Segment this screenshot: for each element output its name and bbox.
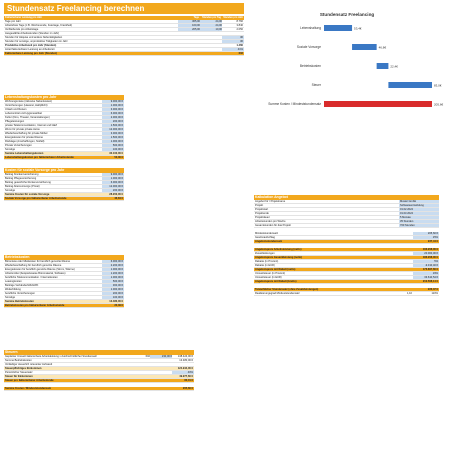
offer-rate-row-value[interactable]: 15%	[413, 236, 439, 239]
living-cost-row	[4, 156, 124, 160]
offer-result-row-extra: 1,10	[406, 292, 412, 295]
offer-result-row-value: 226,37 €	[427, 288, 438, 291]
tax-amount-value: 13.480,00 €	[179, 359, 193, 362]
workload-row-label: Verbleibende pro Arbeitstage	[5, 28, 39, 31]
page-title: Stundensatz Freelancing berechnen	[4, 3, 244, 14]
col-days: Tage	[193, 16, 199, 19]
workload-row-label: Stunden für Akquise und andere Nebentätigkeiten	[5, 36, 63, 39]
offer-info-row-label: Arbeitsstunden pro Woche	[255, 220, 286, 223]
living-cost-row-label: Urlaub und Reisen	[5, 108, 27, 111]
operating-cost-row-label: Sonstige	[5, 296, 16, 299]
social-cost-row-value[interactable]: 12.000,00 €	[102, 185, 124, 188]
tax-rate-input	[150, 371, 172, 374]
chart-value-label: 83,0€	[434, 83, 442, 88]
offer-info-row-label: Projekt	[255, 204, 264, 207]
offer-price-row-value: 166.208,00 €	[422, 248, 438, 251]
living-cost-row-value[interactable]: 100,00 €	[102, 148, 124, 151]
offer-rate-row-label: Gewinnaufschlag	[255, 236, 275, 239]
living-cost-row-value[interactable]: 6.000,00 €	[102, 112, 124, 115]
tax-amount-value: 124.944,00 €	[177, 367, 193, 370]
hours-per-day-input[interactable]: 24,00	[200, 24, 222, 27]
living-cost-row-label: Summe Lebenshaltungskosten	[5, 152, 44, 155]
chart-category-label: Steuer	[311, 83, 321, 87]
operating-cost-row-label: Beiträge Verbände/IHK/HWK	[5, 284, 39, 287]
days-input	[178, 40, 200, 43]
waterfall-chart	[252, 17, 442, 127]
workload-row-label: Ausgewählte Arbeitsstunden (Stunden im Jahr)	[5, 32, 60, 35]
offer-price-row-value: 210.508,14 €	[422, 280, 438, 283]
hours-per-year-value	[222, 32, 244, 35]
hours-per-year-value: 1.460	[236, 44, 243, 47]
taxes-section	[4, 350, 194, 391]
offer-price-row-value[interactable]: 19%	[413, 272, 439, 275]
days-input	[178, 48, 200, 51]
social-costs-section	[4, 168, 124, 201]
operating-cost-row-value[interactable]: 2.200,00 €	[102, 264, 124, 267]
operating-costs-header: Betriebskosten	[4, 255, 124, 260]
social-cost-row-label: Soziale Vorsorge pro fakturierbarer Arbeitsstunde	[5, 197, 67, 200]
living-cost-row-label: Lebensmittel und Hygieneartikel	[5, 112, 42, 115]
operating-cost-row-label: Summe Betriebskosten	[5, 300, 34, 303]
chart-bar	[324, 101, 432, 107]
tax-amount-value: 138.424,00 €	[177, 355, 193, 358]
offer-result-row-label: Tatsächlicher Stundensatz (ohne Zusatzleistungen)	[255, 288, 319, 291]
operating-cost-row-value: 22,39 €	[114, 304, 123, 307]
operating-cost-row-value[interactable]: 100,00 €	[102, 296, 124, 299]
tax-row-label: Summe Betriebskosten	[5, 359, 32, 362]
tax-amount-value	[172, 363, 194, 366]
chart-category-label: Betriebskosten	[299, 64, 321, 68]
chart-category-label: Lebenshaltung	[300, 26, 321, 30]
days-input[interactable]: 205,00	[178, 28, 200, 31]
days-input	[178, 52, 200, 55]
tax-rate-input	[150, 363, 172, 366]
tax-hours-value	[128, 379, 150, 382]
offer-price-row-label: Rabatte (in EUR)	[255, 264, 275, 267]
tax-row-label: Geplanter Umsatz fakturierbare Arbeitsleistung x durchschnittlicher Stundensatz	[5, 355, 97, 358]
tax-amount-value: 83,01 €	[184, 379, 193, 382]
offer-info-row-value[interactable]: 700 Stunden	[399, 224, 439, 227]
social-cost-row-label: Sonstige	[5, 189, 16, 192]
chart-bar	[352, 44, 377, 50]
hours-per-year-value[interactable]: 41%	[222, 48, 244, 51]
days-input[interactable]: 365,00	[178, 20, 200, 23]
hours-per-day-input	[200, 40, 222, 43]
operating-cost-row-value[interactable]: 6.000,00 €	[102, 260, 124, 263]
offer-info-row-label: Gesamtstunden für das Projekt	[255, 224, 291, 227]
chart-bar	[324, 25, 352, 31]
offer-price-row-label: Angebotspreis mit Rabatt (brutto)	[255, 280, 297, 283]
hours-per-day-input	[200, 32, 222, 35]
offer-info-row-value[interactable]: 01.03.2024	[399, 212, 439, 215]
chart-title: Stundensatz Freelancing	[319, 12, 375, 17]
chart-category-label: Summe Kosten / Mindeststundensatz	[268, 102, 321, 106]
social-cost-row-value[interactable]: 1.000,00 €	[102, 177, 124, 180]
hours-per-year-value: 8.760	[236, 20, 243, 23]
hours-per-day-input	[200, 52, 222, 55]
offer-info-row-value[interactable]: Softwareentwicklung	[399, 204, 439, 207]
tax-amount-value: 49.977,60 €	[179, 375, 193, 378]
tax-rate-input	[150, 375, 172, 378]
tax-row-label: Persönlicher Steuersatz	[5, 371, 33, 374]
offer-rate-row-value: 237,44 €	[427, 240, 438, 243]
days-input	[178, 32, 200, 35]
hours-per-day-input[interactable]: 24,00	[200, 20, 222, 23]
workload-row-label: Stunden für sonstige, unproduktive Tätigkeiten im Jahr	[5, 40, 68, 43]
operating-cost-row-label: Energiekosten für beruflich genutzte Räume (Strom, Wärme)	[5, 268, 75, 271]
days-input	[178, 36, 200, 39]
offer-price-row-value: 176.897,60 €	[422, 268, 438, 271]
social-costs-header: Kosten für soziale Vorsorge pro Jahr	[4, 168, 124, 173]
living-cost-row-value[interactable]: 3.000,00 €	[102, 132, 124, 135]
workload-row-label: Tage pro Jahr	[5, 20, 21, 23]
workload-row-label: Anteil fakturierbarer Leistung an Arbeitszeit	[5, 48, 55, 51]
operating-cost-row	[4, 304, 124, 308]
hours-per-day-input	[200, 36, 222, 39]
offer-info-row-value[interactable]: 35 Stunden	[399, 220, 439, 223]
hours-per-year-value[interactable]: 30	[222, 36, 244, 39]
tax-hours-value: 602	[145, 355, 150, 358]
offer-result-row-value: 110%	[431, 292, 438, 295]
living-cost-row-value[interactable]: 1.500,00 €	[102, 124, 124, 127]
operating-cost-row-value[interactable]: 300,00 €	[102, 284, 124, 287]
living-cost-row-value[interactable]: 3.000,00 €	[102, 108, 124, 111]
operating-cost-row-value[interactable]: 1.000,00 €	[102, 268, 124, 271]
hours-per-year-value: 3.840	[236, 24, 243, 27]
operating-costs-section	[4, 255, 124, 308]
operating-cost-row-label: berufliche Telekommunikation / Internetkosten	[5, 276, 58, 279]
operating-cost-row-label: Weiterbildung	[5, 288, 21, 291]
hours-per-day-input[interactable]: 10,00	[200, 28, 222, 31]
operating-cost-row-label: berufliche Versicherungen	[5, 292, 35, 295]
living-cost-row-value[interactable]: 500,00 €	[102, 144, 124, 147]
hours-per-year-value: 602	[238, 52, 243, 55]
offer-price-row-value[interactable]: 33.610,54 €	[413, 276, 439, 279]
taxes-header: Steuern	[4, 350, 194, 355]
social-cost-row-value: 46,84 €	[114, 197, 123, 200]
offer-info-row-label: Projektende	[255, 212, 269, 215]
hourly-rate-chart	[252, 12, 442, 130]
tax-hours-value	[128, 371, 150, 374]
days-input[interactable]: 160,00	[178, 24, 200, 27]
living-cost-row-label: private Telekommunikation, Internet und GEZ	[5, 124, 57, 127]
offer-calculation-section	[254, 195, 439, 296]
operating-cost-row-value[interactable]: 1.000,00 €	[102, 276, 124, 279]
tax-row-label: Steuer für Einkommen	[5, 375, 33, 378]
tax-row-label: Steuerpflichtiges Einkommen	[5, 367, 42, 370]
living-cost-row-label: Energiekosten für private Räume	[5, 136, 43, 139]
living-cost-row-value: 53,36 €	[114, 156, 123, 159]
living-costs-section	[4, 95, 124, 160]
offer-info-row-value[interactable]: 5 Monate	[399, 216, 439, 219]
operating-cost-row-value[interactable]: 200,00 €	[102, 292, 124, 295]
offer-result-row-label: Realisierungsgrad Mindeststundensatz	[255, 292, 300, 295]
tax-rate-input	[150, 379, 172, 382]
living-cost-row-value[interactable]: 9.000,00 €	[102, 100, 124, 103]
living-cost-row-label: Pflegeleistungen	[5, 120, 25, 123]
social-cost-row-value[interactable]: 9.000,00 €	[102, 173, 124, 176]
offer-info-row-value[interactable]: Muster GmbH	[399, 200, 439, 203]
tax-rate-input	[150, 359, 172, 362]
chart-bar	[388, 82, 432, 88]
living-cost-row-value[interactable]: 1.000,00 €	[102, 104, 124, 107]
offer-price-row-label: Angebotspreis Gesamtleistung (netto)	[255, 256, 303, 259]
living-cost-row-label: Private Versicherungen	[5, 144, 32, 147]
offer-calculation-header: Kalkulation Angebot	[254, 195, 439, 200]
final-total-value: 205,60 €	[182, 387, 193, 390]
living-cost-row-label: Wenn für private private Autos	[5, 128, 40, 131]
offer-rate-row-label: Mindeststundensatz	[255, 232, 279, 235]
offer-price-row-value: 186.208,00 €	[422, 256, 438, 259]
living-cost-row-label: Sonstige	[5, 148, 16, 151]
workload-title: Fakturierbarer Leistung pro Jahr	[5, 16, 43, 19]
offer-result-row	[254, 292, 439, 296]
offer-price-row-label: Zusatzleistungen	[255, 252, 275, 255]
offer-price-row-label: Angebotspreis mit Rabatt (netto)	[255, 268, 296, 271]
offer-price-row-label: Umsatzsteuer (in Prozent)	[255, 272, 286, 275]
offer-rate-row-value[interactable]: 205,60 €	[413, 232, 439, 235]
operating-cost-row-value: 13.480,00 €	[109, 300, 123, 303]
chart-value-label: 22,4€	[390, 64, 398, 69]
chart-value-label: 53,4€	[354, 26, 362, 31]
living-cost-row-label: Kultur (Kino, Theater, Veranstaltungen)	[5, 116, 50, 119]
social-cost-row-label: Beitrag Pflegeversicherung	[5, 177, 37, 180]
operating-cost-row-label: Leasingkosten	[5, 280, 22, 283]
tax-amount-value[interactable]: 40%	[172, 371, 194, 374]
operating-cost-row-label: Betriebskosten pro fakturierbarer Arbeitsstunde	[5, 304, 65, 307]
hours-per-day-input	[200, 48, 222, 51]
offer-price-row-label: Umsatzsteuer (in EUR)	[255, 276, 282, 279]
offer-price-row-label: Rabatte (in Prozent)	[255, 260, 279, 263]
living-cost-row-label: Lebenshaltungskosten pro fakturierbarer Arbeitsstunde	[5, 156, 74, 159]
living-cost-row-value[interactable]: 1.000,00 €	[102, 140, 124, 143]
living-cost-row-label: Wohnungsmiete (inklusive Nebenkosten)	[5, 100, 53, 103]
hours-per-year-value: 2.050	[236, 28, 243, 31]
offer-price-row-value[interactable]: -9.310,40 €	[413, 264, 439, 267]
workload-row-label: Produktive Arbeitszeit pro Jahr (Stunden)	[5, 44, 57, 47]
living-cost-row-label: Versicherungen (Hausrat, Haftpflicht)	[5, 104, 48, 107]
social-cost-row-label: Beitrag gesetzliche Rentenversicherung	[5, 181, 51, 184]
social-cost-row	[4, 197, 124, 201]
tax-rate-input	[150, 367, 172, 370]
hours-per-year-value[interactable]: 30	[222, 40, 244, 43]
offer-price-row-value[interactable]: 20.000,00 €	[413, 252, 439, 255]
tax-hours-value	[128, 375, 150, 378]
social-cost-row-value: 28.200,00 €	[109, 193, 123, 196]
social-cost-row-label: Summe Kosten für soziale Vorsorge	[5, 193, 50, 196]
offer-info-row-label: Projektdauer	[255, 216, 270, 219]
final-total-label: Summe Kosten / Mindeststundensatz	[5, 387, 51, 390]
offer-info-row-label: Angebot für / Projektname	[255, 200, 286, 203]
offer-info-row-label: Projektstart	[255, 208, 269, 211]
social-cost-row-value[interactable]: 200,00 €	[102, 189, 124, 192]
workload-row-label: Fakturierbare Leistung pro Jahr (Stunden)	[5, 52, 58, 55]
hours-per-day-input	[200, 44, 222, 47]
chart-category-label: Soziale Vorsorge	[296, 45, 321, 49]
offer-price-row-value[interactable]: 5%	[413, 260, 439, 263]
social-cost-row-label: Beitrag Altersvorsorge (Privat)	[5, 185, 40, 188]
tax-hours-value	[128, 363, 150, 366]
workload-row-label: Arbeitsfreie Tage (z.B. Wochenende, Feiertage, Krankheit)	[5, 24, 73, 27]
operating-cost-row-value[interactable]: 500,00 €	[102, 280, 124, 283]
final-total-row	[4, 387, 194, 391]
offer-info-row-value[interactable]: 01.02.2024	[399, 208, 439, 211]
living-cost-row-label: Wiederbeschaffung für private Möbel	[5, 132, 48, 135]
operating-cost-row-label: Büromiete oder Mietkosten für beruflich genutzte Räume	[5, 260, 71, 263]
chart-bar	[377, 63, 389, 69]
workload-section	[4, 16, 244, 56]
living-cost-row-value[interactable]: 12.000,00 €	[102, 128, 124, 131]
living-cost-row-value[interactable]: 2.000,00 €	[102, 116, 124, 119]
operating-cost-row-value[interactable]: 1.200,00 €	[102, 272, 124, 275]
chart-value-label: 205,6€	[434, 102, 444, 107]
tax-rate-input[interactable]: 230,00 €	[150, 355, 172, 358]
living-costs-header: Lebenshaltungskosten pro Jahr	[4, 95, 124, 100]
tax-row-label: Steuer pro fakturierbarer Arbeitsstunde	[5, 379, 54, 382]
chart-value-label: 46,8€	[378, 45, 387, 50]
days-input	[178, 44, 200, 47]
living-cost-row-label: Rücklage (Anschaffungen, Notfall)	[5, 140, 45, 143]
operating-cost-row-label: Wiederbeschaffung für beruflich genutzte Räume	[5, 264, 62, 267]
operating-cost-row-value[interactable]: 1.000,00 €	[102, 288, 124, 291]
operating-cost-row-label: Arbeitsmittel (beispielsweise Büromaterial, Software)	[5, 272, 66, 275]
tax-hours-value	[128, 359, 150, 362]
living-cost-row-value[interactable]: 1.500,00 €	[102, 136, 124, 139]
col-hours-year: Stunden pro Jahr	[223, 16, 243, 19]
living-cost-row-value[interactable]: 200,00 €	[102, 120, 124, 123]
offer-rate-row-label: Angebotsstundensatz	[255, 240, 283, 243]
social-cost-row-value[interactable]: 6.000,00 €	[102, 181, 124, 184]
tax-row-label: Vorläufiger steuerlich relevanter Aufwand	[5, 363, 53, 366]
social-cost-row-label: Beitrag Krankenversicherung	[5, 173, 39, 176]
tax-hours-value	[128, 367, 150, 370]
workload-row	[4, 52, 244, 56]
col-hours-day: Stunden pro Tag	[202, 16, 221, 19]
living-cost-row-value: 32.100,00 €	[109, 152, 123, 155]
offer-price-row-label: Angebotspreis Arbeitsleistung (netto)	[255, 248, 302, 251]
